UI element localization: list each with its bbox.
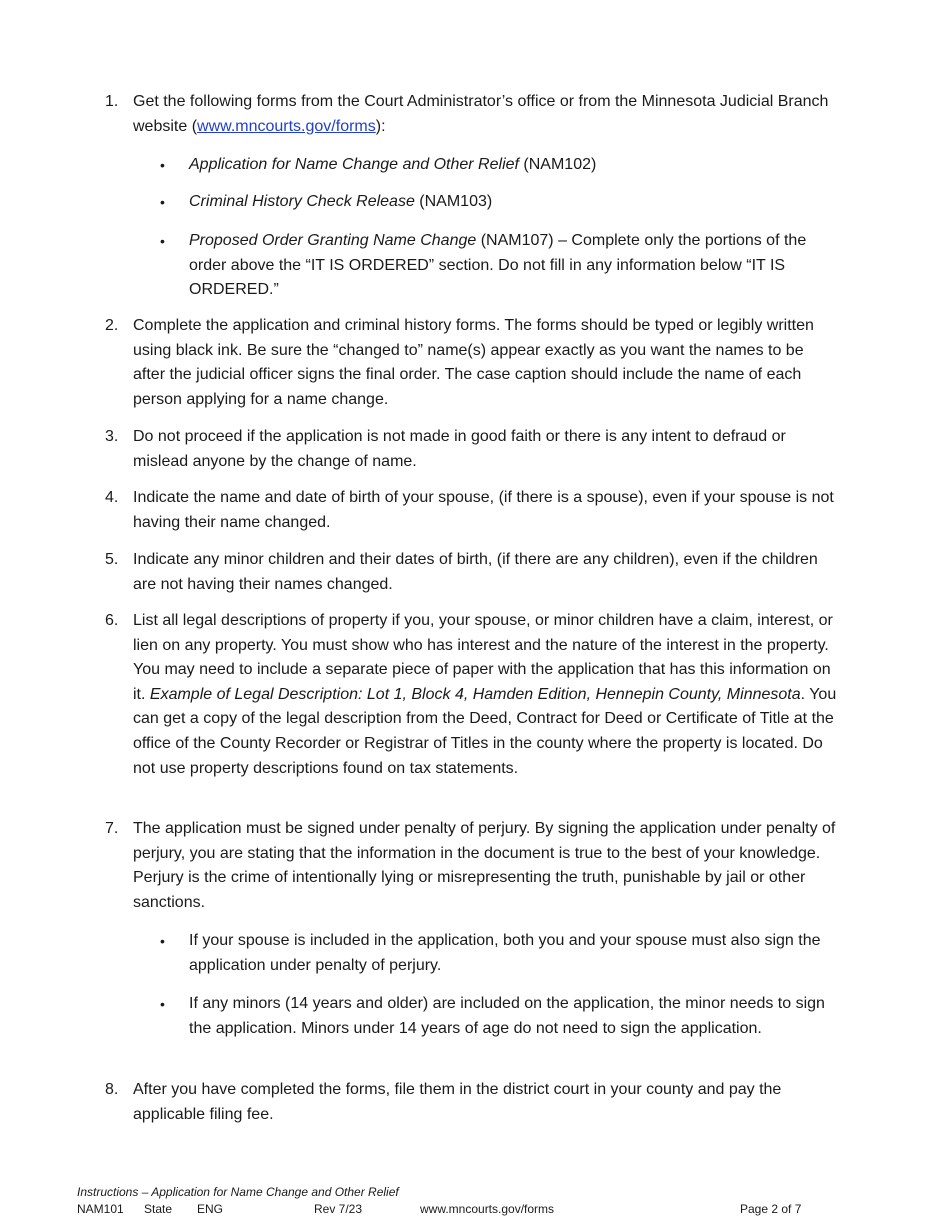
list-item-5 [105,548,840,597]
footer-form-code: NAM101 [77,1202,124,1216]
item-number: 4. [105,489,119,506]
bullet-item: • If your spouse is included in the application, both you and your spouse must also sign the application under penalty of perjury. [160,929,840,978]
footer-state: State [144,1202,173,1216]
item-number: 2. [105,317,119,334]
legal-description-example: Example of Legal Description: Lot 1, Block 4, Hamden Edition, Hennepin County, Minnesota [149,685,801,703]
form-title: Criminal History Check Release [189,193,415,210]
list-item-3 [105,425,840,474]
item-text: The application must be signed under penalty of perjury. By signing the application under penalty of perjury, you are stating that the information in the document is true to the best of your knowledge. Perjury is the crime of intentionally lying or misrepresenting the truth, punishable by jail or other sanctions. [133,820,836,911]
footer-title: Instructions – Application for Name Change and Other Relief [77,1185,399,1199]
list-item-6 [105,609,840,781]
item-text: Indicate any minor children and their dates of birth, (if there are any children), even if the children are not having their names changed. [133,551,818,593]
item-text: List all legal descriptions of property if you, your spouse, or minor children have a claim, interest, or lien on any property. You must show who has interest and the nature of the interest in the property. You may need to include a separate piece of paper with the application that has this information on it. Example of Legal Description: Lot 1, Block 4, Hamden Edition, Hennepin County, Minnesota. You can get a copy of the legal description from the Deed, Contract for Deed or Certificate of Title at the office of the County Recorder or Registrar of Titles in the county where the property is located. Do not use property descriptions found on tax statements. [133,612,837,777]
bullet-icon: • [160,233,165,249]
footer-revision: Rev 7/23 [314,1202,363,1216]
footer-page-number: Page 2 of 7 [740,1202,802,1216]
item-number: 7. [105,820,119,837]
list-item-7 [105,817,840,915]
item-text: Indicate the name and date of birth of your spouse, (if there is a spouse), even if your spouse is not having their name changed. [133,489,834,531]
item-number: 1. [105,93,119,110]
footer-language: ENG [197,1202,224,1216]
list-item-1 [105,90,840,139]
bullet-icon: • [160,157,165,173]
bullet-item: • Application for Name Change and Other Relief (NAM102) [160,153,840,178]
bullet-item: • Criminal History Check Release (NAM103) [160,190,840,215]
item-text: Do not proceed if the application is not made in good faith or there is any intent to defraud or mislead anyone by the change of name. [133,428,786,470]
list-item-4 [105,486,840,535]
item-number: 8. [105,1081,119,1098]
item-number: 3. [105,428,119,445]
item-text: Complete the application and criminal history forms. The forms should be typed or legibly written using black ink. Be sure the “changed to” name(s) appear exactly as you want the names to be after the judicial officer signs the final order. The case caption should include the name of each person applying for a name change. [133,317,814,408]
form-title: Application for Name Change and Other Relief [189,156,519,173]
bullet-item: • If any minors (14 years and older) are included on the application, the minor needs to sign the application. Minors under 14 years of age do not need to sign the application. [160,992,840,1041]
bullet-icon: • [160,996,165,1012]
item-text: Get the following forms from the Court Administrator’s office or from the Minnesota Judicial Branch website (www.mncourts.gov/forms): [133,93,829,135]
list-item-8 [105,1078,840,1127]
bullet-icon: • [160,933,165,949]
item-number: 5. [105,551,119,568]
bullet-item: • Proposed Order Granting Name Change (NAM107) – Complete only the portions of the order above the “IT IS ORDERED” section. Do not fill in any information below “IT IS ORDERED.” [160,229,840,303]
form-title: Proposed Order Granting Name Change [189,232,477,249]
mncourts-forms-link[interactable]: www.mncourts.gov/forms [197,117,376,135]
list-item-2 [105,314,840,412]
item-text: After you have completed the forms, file them in the district court in your county and pay the applicable filing fee. [133,1081,782,1123]
bullet-icon: • [160,194,165,210]
item-number: 6. [105,612,119,629]
footer-website: www.mncourts.gov/forms [420,1202,555,1216]
